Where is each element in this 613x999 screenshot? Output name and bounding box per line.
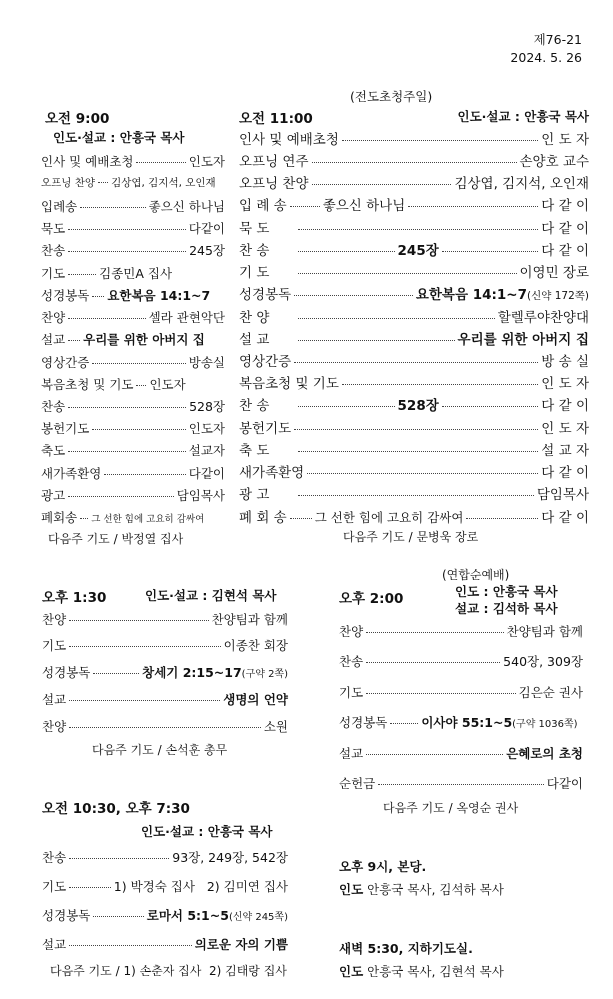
service-leader: 인도·설교 : 안흥국 목사 xyxy=(457,109,589,124)
service-time: 새벽 5:30, 지하기도실. xyxy=(339,941,473,956)
service-leader: 인도 : 안흥국 목사 xyxy=(455,584,558,599)
order-item: 찬송 540장, 309장 xyxy=(339,654,583,669)
service-time: 오후 2:00 xyxy=(339,591,404,607)
service-leader: 인도 안흥국 목사, 김석하 목사 xyxy=(339,882,504,897)
service-leader: 인도 안흥국 목사, 김현석 목사 xyxy=(339,964,504,979)
service-caption: (연합순예배) xyxy=(442,568,510,582)
order-item: 복음초청 및 기도 인도자 xyxy=(41,377,186,392)
service-time: 오후 1:30 xyxy=(42,590,107,606)
next-week-prayer: 다음주 기도 / 옥영순 권사 xyxy=(383,801,519,815)
order-item: 찬송 245장 xyxy=(41,243,225,258)
order-item: 오프닝 연주 손양호 교수 xyxy=(239,154,589,170)
service-leader: 인도·설교 : 안흥국 목사 xyxy=(53,130,185,145)
order-item: 영상간증 방 송 실 xyxy=(239,354,589,370)
order-item: 인사 및 예배초청 인도자 xyxy=(41,154,225,169)
service-time: 오전 10:30, 오후 7:30 xyxy=(42,801,190,817)
next-week-prayer: 다음주 기도 / 1) 손춘자 집사 2) 김태랑 집사 xyxy=(50,964,287,978)
service-time: 오후 9시, 본당. xyxy=(339,859,427,874)
order-item: 묵도 다같이 xyxy=(41,221,225,236)
service-leader: 인도·설교 : 안흥국 목사 xyxy=(141,824,273,839)
order-item: 오프닝 찬양 김상엽, 김지석, 오인재 xyxy=(239,176,589,192)
order-item: 기 도 이영민 장로 xyxy=(239,265,589,281)
service-time: 오전 9:00 xyxy=(45,111,110,127)
order-item: 찬양 찬양팀과 함께 xyxy=(339,624,583,639)
order-item: 인사 및 예배초청 인 도 자 xyxy=(239,132,589,148)
order-item: 설교 우리를 위한 아버지 집 xyxy=(41,332,205,347)
order-item: 설교 의로운 자의 기쁨 xyxy=(42,937,288,952)
order-item: 찬 송 245장 다 같 이 xyxy=(239,243,590,259)
order-item: 성경봉독 요한복음 14:1~7 (신약 172쪽) xyxy=(239,287,589,303)
order-item: 찬송 528장 xyxy=(41,399,225,414)
order-item: 찬 송 528장 다 같 이 xyxy=(239,398,590,414)
service-theme: (전도초청주일) xyxy=(350,89,433,104)
order-item: 축 도 설 교 자 xyxy=(239,443,589,459)
order-item: 성경봉독 로마서 5:1~5 (신약 245쪽) xyxy=(42,908,288,923)
issue-date: 2024. 5. 26 xyxy=(510,50,582,65)
next-week-prayer: 다음주 기도 / 문병욱 장로 xyxy=(343,530,479,544)
order-item: 새가족환영 다 같 이 xyxy=(239,465,589,481)
order-item: 영상간증 방송실 xyxy=(41,355,225,370)
order-item: 기도 김은순 권사 xyxy=(339,685,583,700)
order-item: 폐회송 그 선한 힘에 고요히 감싸여 xyxy=(41,510,205,525)
order-item: 기도 이종찬 회장 xyxy=(42,638,288,653)
order-item: 찬송 93장, 249장, 542장 xyxy=(42,850,288,865)
order-item: 복음초청 및 기도 인 도 자 xyxy=(239,376,589,392)
order-item: 축도 설교자 xyxy=(41,443,225,458)
order-item: 성경봉독 창세기 2:15~17 (구약 2쪽) xyxy=(42,665,288,680)
order-item: 기도 김종민A 집사 xyxy=(41,266,173,281)
service-time: 오전 11:00 xyxy=(239,111,313,127)
next-week-prayer: 다음주 기도 / 박정열 집사 xyxy=(48,532,184,546)
order-item: 오프닝 찬양 김상엽, 김지석, 오인재 xyxy=(41,177,216,189)
order-item: 설 교 우리를 위한 아버지 집 xyxy=(239,332,589,348)
order-item: 설교 은혜로의 초청 xyxy=(339,746,583,761)
service-leader: 인도·설교 : 김현석 목사 xyxy=(145,588,277,603)
order-item: 찬 양 할렐루야찬양대 xyxy=(239,310,589,326)
order-item: 순헌금 다같이 xyxy=(339,776,583,791)
order-item: 성경봉독 요한복음 14:1~7 xyxy=(41,288,211,303)
service-preacher: 설교 : 김석하 목사 xyxy=(455,601,558,616)
order-item: 찬양 소원 xyxy=(42,719,288,734)
order-item: 찬양 찬양팀과 함께 xyxy=(42,612,288,627)
order-item: 입례송 좋으신 하나님 xyxy=(41,199,225,214)
order-item: 봉헌기도 인도자 xyxy=(41,421,225,436)
order-item: 새가족환영 다같이 xyxy=(41,466,225,481)
order-item: 입 례 송 좋으신 하나님 다 같 이 xyxy=(239,198,589,214)
order-item: 광고 담임목사 xyxy=(41,488,225,503)
order-item: 봉헌기도 인 도 자 xyxy=(239,421,589,437)
order-item: 성경봉독 이사야 55:1~5 (구약 1036쪽) xyxy=(339,715,578,730)
order-item: 설교 생명의 언약 xyxy=(42,692,288,707)
order-item: 묵 도 다 같 이 xyxy=(239,221,589,237)
order-item: 기도 1) 박경숙 집사 2) 김미연 집사 xyxy=(42,879,288,894)
issue-number: 제76-21 xyxy=(533,32,582,47)
order-item: 찬양 셀라 관현악단 xyxy=(41,310,225,325)
order-item: 폐 회 송 그 선한 힘에 고요히 감싸여 다 같 이 xyxy=(239,510,589,526)
order-item: 광 고 담임목사 xyxy=(239,487,589,503)
next-week-prayer: 다음주 기도 / 손석훈 총무 xyxy=(92,743,228,757)
